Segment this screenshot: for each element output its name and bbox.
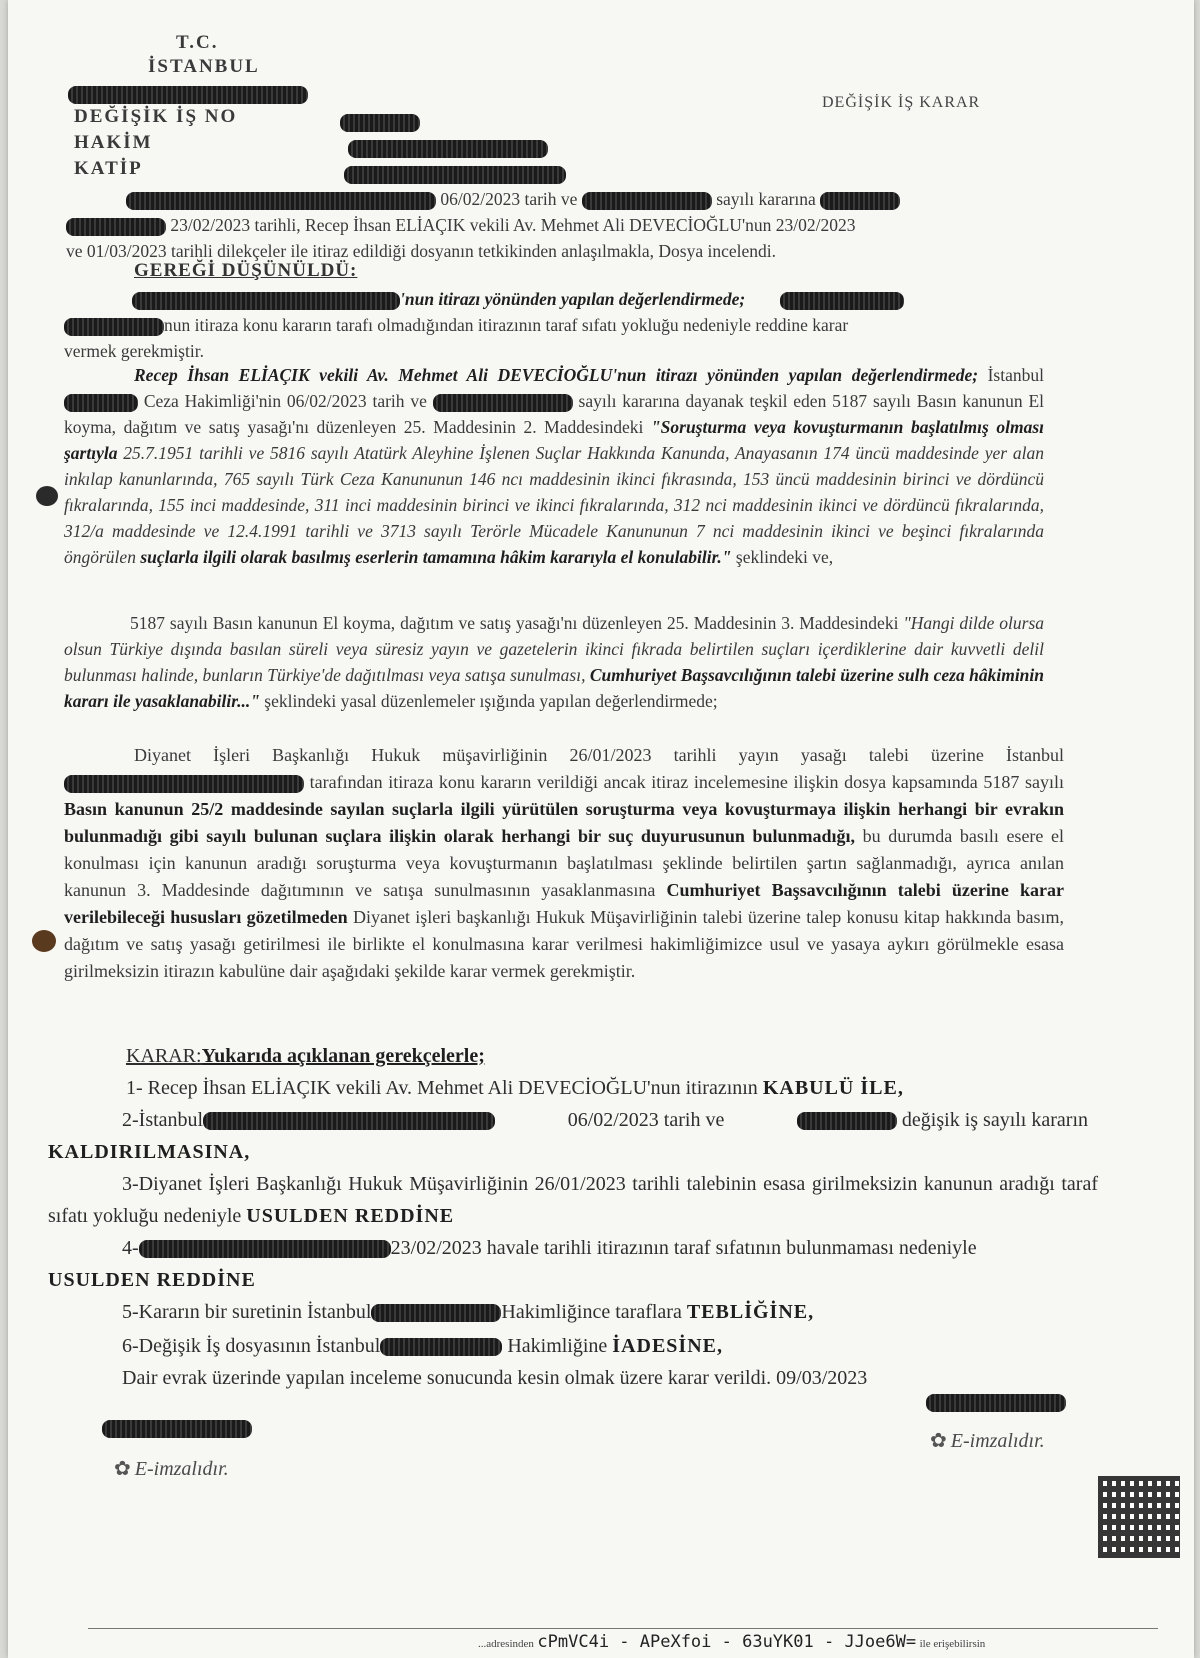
geregi-heading: GEREĞİ DÜŞÜNÜLDÜ:	[134, 260, 358, 281]
header-katip: KATİP	[74, 158, 143, 179]
seal-icon: ✿	[930, 1430, 947, 1452]
header-city: İSTANBUL	[148, 56, 260, 77]
header-doc-type: DEĞİŞİK İŞ KARAR	[822, 94, 981, 111]
karar-item-5: 5-Kararın bir suretinin İstanbul Hakimliğince taraflara TEBLİĞİNE,	[122, 1301, 815, 1323]
karar-item-2: 2-İstanbul 06/02/2023 tarih ve değişik iş sayılı kararın KALDIRILMASINA,	[48, 1109, 1088, 1163]
footer-verification: ...adresinden cPmVC4i - APeXfoi - 63uYK01 - JJoe6W= ile erişebilirsin	[478, 1632, 986, 1652]
footer-rule	[88, 1628, 1158, 1629]
karar-heading: KARAR:Yukarıda açıklanan gerekçelerle;	[126, 1045, 485, 1067]
redacted-clerk	[344, 166, 566, 184]
paragraph-3: 5187 sayılı Basın kanunun El koyma, dağıtım ve satış yasağı'nı düzenleyen 25. Maddesinin 3. Maddesindeki "Hangi dilde olursa olsun Türkiye dışında basılan süreli veya süresiz yayın ve gazetelerin ikinci fıkrada belirtilen suçları içerdiklerine dair kuvvetli delil bulunması halinde, bunların Türkiye'de dağıtılması veya satışa sunulması, Cumhuriyet Başsavcılığının talebi üzerine sulh ceza hâkiminin kararı ile yasaklanabilir..." şeklindeki yasal düzenlemeler ışığında yapılan değerlendirmede;	[64, 613, 1045, 711]
header-tc: T.C.	[176, 32, 219, 53]
e-signature-left: ✿ E-imzalıdır.	[114, 1458, 229, 1480]
hole-punch-mark	[32, 930, 56, 952]
redacted-judge	[348, 140, 548, 158]
redacted-signer-right	[926, 1394, 1066, 1412]
header-hakim: HAKİM	[74, 132, 153, 153]
karar-item-3: 3-Diyanet İşleri Başkanlığı Hukuk Müşavirliğinin 26/01/2023 tarihli talebinin esasa girilmeksizin kanunun aradığı taraf sıfatı yokluğu nedeniyle USULDEN REDDİNE	[48, 1173, 1098, 1227]
karar-final: Dair evrak üzerinde yapılan inceleme sonucunda kesin olmak üzere karar verildi. 09/03/2023	[122, 1367, 868, 1389]
e-signature-right: ✿ E-imzalıdır.	[930, 1430, 1045, 1452]
karar-item-1: 1- Recep İhsan ELİAÇIK vekili Av. Mehmet Ali DEVECİOĞLU'nun itirazının KABULÜ İLE,	[126, 1077, 904, 1099]
qr-code	[1098, 1476, 1180, 1558]
header-degisik-is-no: DEĞİŞİK İŞ NO	[74, 106, 238, 127]
redacted-case-no	[340, 114, 420, 132]
paragraph-4: Diyanet İşleri Başkanlığı Hukuk müşavirliğinin 26/01/2023 tarihli yayın yasağı talebi üzerine İstanbul tarafından itiraza konu kararın verildiği ancak itiraz incelemesine ilişkin dosya kapsamında 5187 sayılı Basın kanunun 25/2 maddesinde sayılan suçlarla ilgili yürütülen soruşturma veya kovuşturmaya ilişkin herhangi bir evrakın bulunmadığı gibi sayılı bulunan suçlara ilişkin olarak herhangi bir suç duyurusunun bulunmadığı, bu durumda basılı esere el konulması için kanunun aradığı soruşturma veya kovuşturmanın başlatılması şeklinde belirtilen şartın sağlanmadığı, ayrıca anılan kanunun 3. Maddesinde dağıtımının ve satışa sunulmasının yasaklanmasına Cumhuriyet Başsavcılığının talebi üzerine karar verilebileceği hususları gözetilmeden Diyanet işleri başkanlığı Hukuk Müşavirliğinin talebi üzerine talep konusu kitap hakkında basım, dağıtım ve satış yasağı getirilmesi ile birlikte el konulmasına karar verilmesi hakimliğimizce usul ve yasaya aykırı görülmekle esasa girilmeksizin itirazın kabulüne dair aşağıdaki şekilde karar vermek gerekmiştir.	[64, 745, 1065, 981]
paragraph-1: 'nun itirazı yönünden yapılan değerlendirmede; nun itiraza konu kararın tarafı olmadığından itirazının taraf sıfatı yokluğu nedeniyle reddine karar vermek gerekmiştir.	[64, 286, 1039, 364]
hole-punch-mark	[36, 486, 58, 506]
karar-item-6: 6-Değişik İş dosyasının İstanbul Hakimliğine İADESİNE,	[122, 1335, 723, 1357]
seal-icon: ✿	[114, 1458, 131, 1480]
karar-item-4: 4- 23/02/2023 havale tarihli itirazının taraf sıfatının bulunmaması nedeniyle USULDEN REDDİNE	[48, 1237, 977, 1291]
document-page	[8, 0, 1194, 1658]
redacted-court-name	[68, 86, 308, 104]
paragraph-2: Recep İhsan ELİAÇIK vekili Av. Mehmet Ali DEVECİOĞLU'nun itirazı yönünden yapılan değerlendirmede; İstanbul Ceza Hakimliği'nin 06/02/2023 tarih ve sayılı kararına dayanak teşkil eden 5187 sayılı Basın kanunun El koyma, dağıtım ve satış yasağı'nı düzenleyen 25. Maddesinin 2. Maddesindeki "Soruşturma veya kovuşturmanın başlatılmış olması şartıyla 25.7.1951 tarihli ve 5816 sayılı Atatürk Aleyhine İşlenen Suçlar Hakkında Kanunda, Anayasanın 174 üncü maddesinde yer alan inkılap kanunlarında, 765 sayılı Türk Ceza Kanununun 146 ncı maddesinin ikinci fıkrasında, 153 üncü maddesinin birinci ve dördüncü fıkralarında, 155 inci maddesinde, 311 inci maddesinin birinci ve ikinci fıkralarında, 312 nci maddesinin ikinci ve dördüncü fıkralarında, 312/a maddesinde ve 12.4.1991 tarihli ve 3713 sayılı Terörle Mücadele Kanununun 7 nci maddesinin ikinci ve beşinci fıkralarında öngörülen suçlarla ilgili olarak basılmış eserlerin tamamına hâkim kararıyla el konulabilir." şeklindeki ve,	[64, 365, 1045, 567]
intro-paragraph: 06/02/2023 tarih ve sayılı kararına 23/02/2023 tarihli, Recep İhsan ELİAÇIK vekili Av. Mehmet Ali DEVECİOĞLU'nun 23/02/2023 ve 01/03/2023 tarihli dilekçeler ile itiraz edildiği dosyanın tetkikinden anlaşılmakla, Dosya incelendi.	[66, 186, 1026, 264]
redacted-signer-left	[102, 1420, 252, 1438]
